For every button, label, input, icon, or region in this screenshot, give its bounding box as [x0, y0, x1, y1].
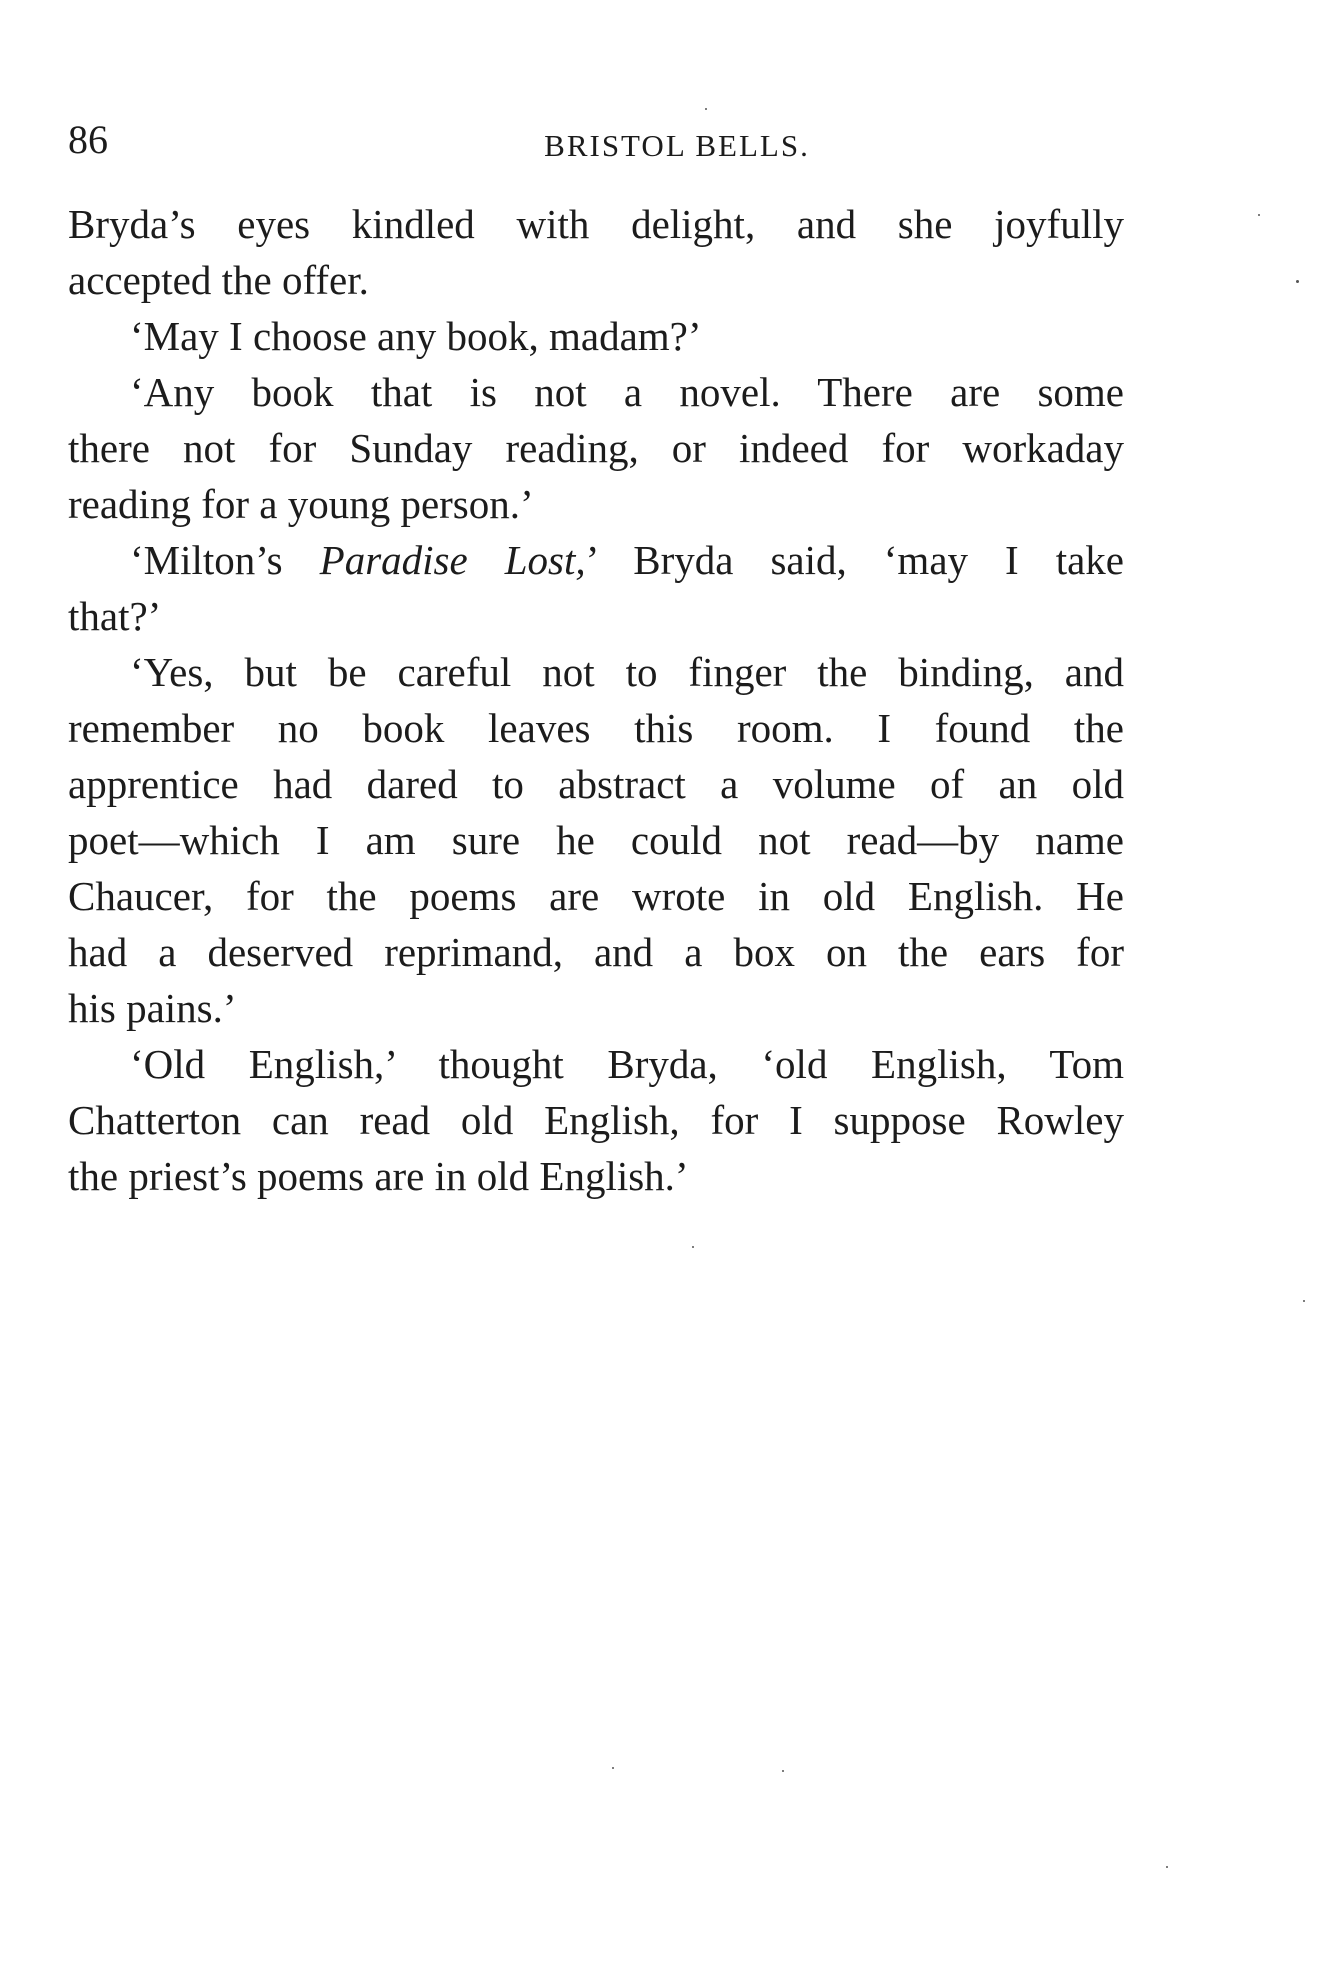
text-line: ‘Yes, but be careful not to finger the binding, and — [130, 649, 1124, 695]
paper-speck — [692, 1246, 694, 1248]
text-line: remember no book leaves this room. I found the — [68, 705, 1124, 751]
page-number: 86 — [68, 117, 108, 162]
text-line: ‘Any book that is not a novel. There are some — [130, 369, 1124, 415]
text-line: apprentice had dared to abstract a volume of an old — [68, 761, 1124, 807]
body-text — [68, 196, 1124, 1204]
text-line: ‘Old English,’ thought Bryda, ‘old English, Tom — [130, 1041, 1124, 1087]
text-line: ‘May I choose any book, madam?’ — [130, 313, 702, 359]
running-title: BRISTOL BELLS. — [544, 128, 810, 163]
running-head — [0, 126, 1318, 166]
paper-speck — [1258, 214, 1260, 216]
text-line: his pains.’ — [68, 985, 237, 1031]
text-line: Chatterton can read old English, for I suppose Rowley — [68, 1097, 1124, 1143]
text-line: poet—which I am sure he could not read—by name — [68, 817, 1124, 863]
text-line: Chaucer, for the poems are wrote in old English. He — [68, 873, 1124, 919]
text-line: accepted the offer. — [68, 257, 369, 303]
text-line: there not for Sunday reading, or indeed for workaday — [68, 425, 1124, 471]
paper-speck — [782, 1770, 784, 1772]
text-line: ‘Milton’s Paradise Lost,’ Bryda said, ‘may I take — [130, 537, 1124, 583]
text-line: had a deserved reprimand, and a box on the ears for — [68, 929, 1124, 975]
paper-speck — [612, 1767, 614, 1769]
text-line: the priest’s poems are in old English.’ — [68, 1153, 689, 1199]
text-line: that?’ — [68, 593, 162, 639]
paper-speck — [1296, 280, 1299, 283]
paper-speck — [705, 108, 707, 110]
text-line: reading for a young person.’ — [68, 481, 534, 527]
book-title: Paradise Lost, — [319, 537, 586, 583]
paper-speck — [1303, 1300, 1305, 1302]
paper-speck — [1166, 1866, 1168, 1868]
text-line: Bryda’s eyes kindled with delight, and she joyfully — [68, 201, 1124, 247]
